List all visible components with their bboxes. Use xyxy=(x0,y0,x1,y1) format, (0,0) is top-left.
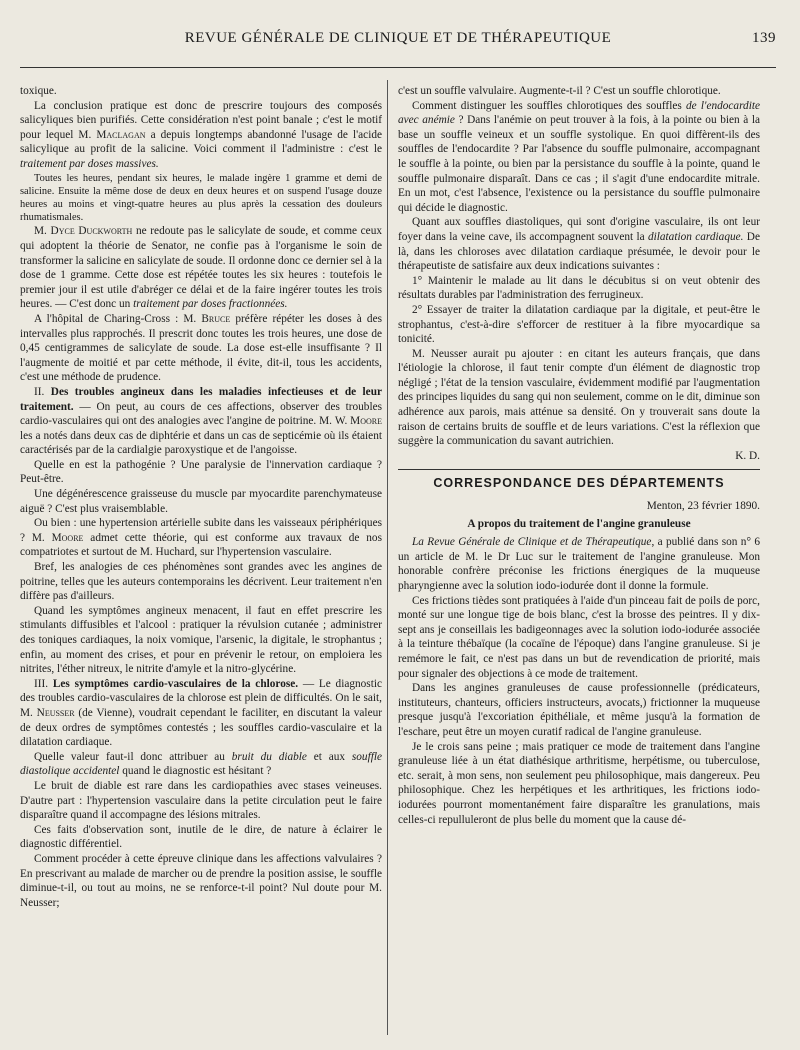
text-run: ? Dans l'anémie on peut trouver à la fois, à la pointe ou bien à la base un souffle veineux et un souffle systolique. En quoi diffèrent-ils des souffles de l'endocardite ? Par l'absence du souffle pulmonaire, accompagnant le souffle à la pointe, ou bien par la persistance du souffle à la pointe, quand le souffle pulmonaire disparaît. Dans ce cas ; il s'agit d'une endocardite mitrale. En un mot, c'est l'absence, l'existence ou la persistance du souffle pulmonaire qui décide le diagnostic. xyxy=(398,114,760,214)
paragraph: Comment procéder à cette épreuve clinique dans les affections valvulaires ? En prescrivant au malade de marcher ou de prendre la position assise, le souffle diminue-t-il, ou tout au moins, ne se renforce-t-il point? Nul doute pour M. Neusser; xyxy=(20,852,382,909)
italic-run: traitement par doses massives. xyxy=(20,157,159,170)
italic-run: de l'endocardite avec anémie xyxy=(398,99,760,127)
text-run: ne redoute pas le salicylate de soude, et comme ceux qui adoptent la théorie de Senator, ne confie pas à l'organisme le soin de transformer la salicine en salicylate de soude. Il ordonne donc ce dernier sel à la dose de 1 gramme. Cette dose est répétée toutes les six heures : toutefois le premier jour il est utile d'abréger ce délai et de la faire ingérer toutes les trois heures. — C'est donc un xyxy=(20,225,382,311)
paragraph xyxy=(20,385,382,458)
author-name: W. Moore xyxy=(334,415,382,428)
text-run: , a publié dans son n° 6 un article de M. le Dr Luc sur le traitement de l'angine granuleuse. Mon honorable confrère préconise les frictions énergiques de la muqueuse pharyngienne avec la solution iodo-iodurée dont il donne la formule. xyxy=(398,536,760,592)
paragraph: Je le crois sans peine ; mais pratiquer ce mode de traitement dans l'angine granuleuse liée à un état diathésique arthritisme, herpétisme, ou tuberculose, etc. serait, à mon sens, non seulement peu philosophique, mais dangereux. Peu philosophique. Chez les herpétiques et les arthritiques, les frictions iodo-iodurées pourront momentanément faire disparaître les granulations, mais celles-ci repulluleront de plus belle du moment que la cause dé- xyxy=(398,740,760,826)
text-run: Ou bien : une hypertension artérielle subite dans les vaisseaux périphériques ? M. xyxy=(20,517,382,544)
left-column xyxy=(20,84,382,1034)
article-subtitle: A propos du traitement de l'angine granuleuse xyxy=(467,517,691,530)
paragraph: Ces faits d'observation sont, inutile de le dire, de nature à éclairer le diagnostic différentiel. xyxy=(20,823,382,851)
text-run: admet cette théorie, qui est conforme aux travaux de nos compatriotes et surtout de M. Huchard, sur l'hypertension vasculaire. xyxy=(20,531,382,559)
section-heading: Des troubles angineux dans les maladies infectieuses et de leur traitement. xyxy=(20,385,382,413)
text-run: De là, dans les chloroses avec dilatation cardiaque présumée, le devoir pour le thérapeutiste de satisfaire aux deux indications suivantes : xyxy=(398,230,760,273)
paragraph xyxy=(20,516,382,560)
signature: K. D. xyxy=(735,449,760,462)
paragraph: 2° Essayer de traiter la dilatation cardiaque par la digitale, et peut-être le strophantus, c'est-à-dire s'efforcer de restituer à la fibre myocardique sa tonicité. xyxy=(398,303,760,346)
italic-run: souffle diastolique accidentel xyxy=(20,750,382,778)
section-number: III. xyxy=(34,677,53,690)
paragraph xyxy=(398,99,760,216)
paragraph: Le bruit de diable est rare dans les cardiopathies avec stases veineuses. D'autre part : l'hypertension vasculaire dans la petite circulation peut le faire disparaître quand il accompagne des lésions mitrales. xyxy=(20,779,382,822)
paragraph xyxy=(20,750,382,779)
running-head xyxy=(20,30,776,50)
paragraph: Quand les symptômes angineux menacent, il faut en effet prescrire les stimulants diffusibles et l'alcool : pratiquer la révulsion cutanée ; administrer des toniques cardiaques, la noix vomique, l'arsenic, la digitale, le strophantus ; enfin, au moment des crises, et pour en prévenir le retour, on emploiera les nitrites, l'éther nitreux, le nitrite d'amyle et la nitro-glycérine. xyxy=(20,604,382,676)
dateline: Menton, 23 février 1890. xyxy=(646,500,760,513)
right-column xyxy=(398,84,760,1034)
text-run: — Le diagnostic des troubles cardio-vasculaires de la chlorose est plein de difficultés. On le sait, M. xyxy=(20,677,382,719)
text-run: A l'hôpital de Charing-Cross : M. xyxy=(34,312,202,325)
paragraph: toxique. xyxy=(20,85,57,97)
text-run: préfère répéter les doses à des intervalles plus rapprochés. Il prescrit donc toutes les trois heures, une dose de 0,45 centigrammes de salicylate de soude. La dose est-elle insuffisante ? Il l'augmente de moitié et par cette méthode, il évite, dit-il, tous les accidents, c'est une méthode de prudence. xyxy=(20,312,382,384)
text-run: Quant aux souffles diastoliques, qui sont d'origine vasculaire, ils ont leur foyer dans la veine cave, ils accompagnent souvent la xyxy=(398,216,760,243)
section-rule xyxy=(398,469,760,470)
text-run: Comment distinguer les souffles chlorotiques des souffles xyxy=(412,99,686,112)
section-title: CORRESPONDANCE DES DÉPARTEMENTS xyxy=(433,476,725,491)
paragraph: 1° Maintenir le malade au lit dans le décubitus si on veut obtenir des résultats durables par l'administration des ferrugineux. xyxy=(398,274,760,302)
author-name: Neusser xyxy=(36,706,75,719)
paragraph xyxy=(398,535,760,593)
italic-run: La Revue Générale de Clinique et de Thérapeutique xyxy=(412,536,652,549)
author-name: Maclagan xyxy=(96,128,146,141)
text-run: La conclusion pratique est donc de prescrire toujours des composés salicyliques bien purifiés. Cette considération n'est point banale ; c'est le motif pour lequel M. xyxy=(20,99,382,141)
paragraph: Dans les angines granuleuses de cause professionnelle (prédicateurs, instituteurs, chanteurs, officiers instructeurs, avocats,) frictionner la muqueuse presque jusqu'à l'excoriation épithéliale, et même jusqu'à la formation de l'eschare, peut être un moyen curatif radical de l'angine granuleuse. xyxy=(398,682,760,738)
text-run: — On peut, au cours de ces affections, observer des troubles cardio-vasculaires qui ont des analogies avec l'angine de poitrine. M. xyxy=(20,400,382,428)
italic-run: dilatation cardiaque. xyxy=(647,230,744,243)
paragraph: Ces frictions tièdes sont pratiquées à l'aide d'un pinceau fait de poils de porc, monté sur une longue tige de bois blanc, c'est la brosse des peintres. Il y dix-sept ans je conseillais les badigeonnages avec la solution iodo-iodurée associée à la teinture thébaïque (la cocaïne de l'époque) dans l'angine granuleuse. Si je remémore le fait, ce n'est pas dans un but de revendication de priorité, mais pour signaler des objections à ce mode de traitement. xyxy=(398,594,760,680)
paragraph: Quelle en est la pathogénie ? Une paralysie de l'innervation cardiaque ? Peut-être. xyxy=(20,458,382,486)
author-name: Bruce xyxy=(201,312,231,325)
paragraph xyxy=(20,99,382,172)
paragraph: Une dégénérescence graisseuse du muscle par myocardite parenchymateuse aiguë ? C'est plus vraisemblable. xyxy=(20,488,382,515)
paragraph: Toutes les heures, pendant six heures, le malade ingère 1 gramme et demi de salicine. Ensuite la même dose de deux en deux heures et on suspend l'usage douze heures au moins et vingt-quatre heures au plus après la cessation des douleurs rhumatismales. xyxy=(20,172,382,224)
text-run: a depuis longtemps abandonné l'usage de l'acide salicylique au profit de la salicine. Voici comment il l'administre : c'est le xyxy=(20,128,382,156)
journal-title: REVUE GÉNÉRALE DE CLINIQUE ET DE THÉRAPEUTIQUE xyxy=(184,30,612,46)
section-heading: Les symptômes cardio-vasculaires de la chlorose. xyxy=(52,677,299,690)
paragraph: Bref, les analogies de ces phénomènes sont grandes avec les angines de poitrine, telles que les auteurs contemporains les décrivent. Leur traitement n'en diffère pas d'ailleurs. xyxy=(20,561,382,603)
author-name: Moore xyxy=(51,531,84,544)
italic-run: traitement par doses fractionnées. xyxy=(133,298,288,311)
column-divider xyxy=(387,80,388,1035)
text-run: M. xyxy=(34,225,51,238)
paragraph xyxy=(20,677,382,750)
text-run: et aux xyxy=(306,750,352,763)
page-number: 139 xyxy=(752,30,776,46)
section-number: II. xyxy=(34,385,51,398)
paragraph xyxy=(398,215,760,273)
header-rule xyxy=(20,67,776,68)
italic-run: bruit du diable xyxy=(231,750,307,763)
text-run: Quelle valeur faut-il donc attribuer au xyxy=(34,750,232,763)
text-run: (de Vienne), voudrait cependant le faciliter, en discutant la valeur de deux ordres de symptômes contestés ; les souffles cardio-vasculaire et la dilatation cardiaque. xyxy=(20,706,382,749)
text-run: quand le diagnostic est hésitant ? xyxy=(119,765,272,778)
author-name: Dyce Duckworth xyxy=(50,225,133,238)
paragraph xyxy=(20,224,382,312)
text-run: les a notés dans deux cas de diphtérie et dans un cas de septicémie où ils étaient caractérisés par de la cardialgie paroxystique et de l'angoisse. xyxy=(20,429,382,457)
paragraph: c'est un souffle valvulaire. Augmente-t-il ? C'est un souffle chlorotique. xyxy=(398,85,721,97)
paragraph: M. Neusser aurait pu ajouter : en citant les auteurs français, que dans l'étiologie la chlorose, il faut tenir compte d'un élément de diagnostic trop négligé ; l'état de la tension vasculaire, évidemment modifié par l'augmentation des principes liquides du sang qui non seulement, comme on le dit, diminue son adhérence aux parois, mais atténue sa densité. On y trouverait sans doute la raison de certains bruits de souffle et de leurs variations. C'est la réflexion que suggère la communication du savant autrichien. xyxy=(398,347,760,448)
paragraph xyxy=(20,312,382,385)
